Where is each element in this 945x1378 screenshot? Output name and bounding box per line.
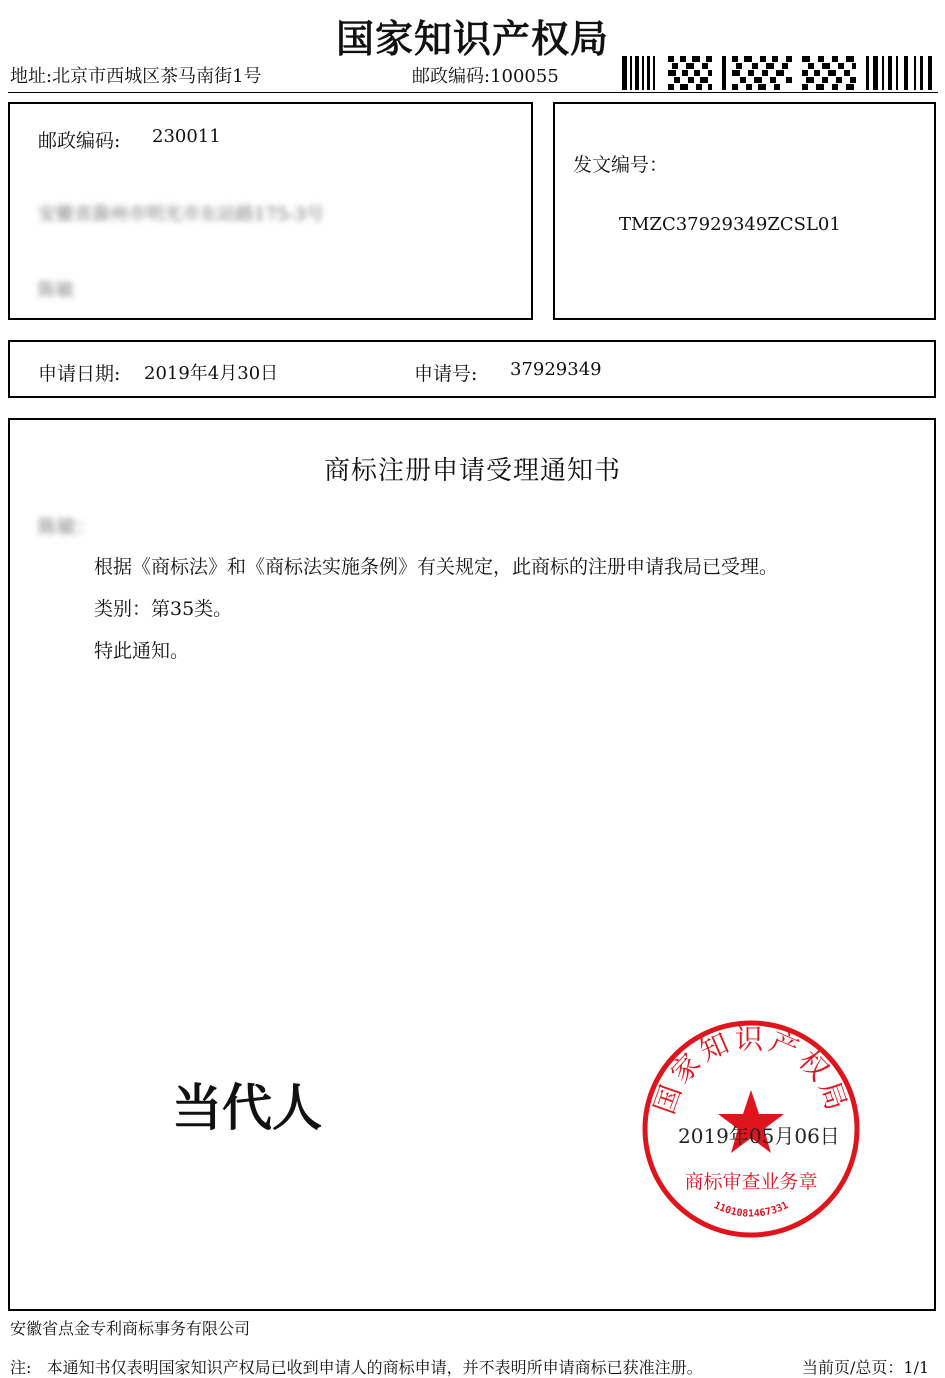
- application-date-label: 申请日期:: [38, 363, 121, 385]
- seal-bottom-text: 商标审查业务章: [684, 1171, 818, 1193]
- header-divider: [8, 92, 938, 93]
- application-number-value: 37929349: [510, 359, 602, 380]
- notice-title: 商标注册申请受理通知书: [323, 456, 621, 486]
- recipient-postcode-value: 230011: [152, 126, 221, 147]
- application-number-label: 申请号:: [414, 363, 478, 385]
- agency-name: 安徽省点金专利商标事务有限公司: [10, 1319, 251, 1338]
- barcode-icon: [622, 56, 932, 90]
- footer-note: 注: 本通知书仅表明国家知识产权局已收到申请人的商标申请，并不表明所申请商标已获准注册。: [10, 1358, 703, 1377]
- recipient-address: 安徽省滁州市明光市东站路175-3号: [38, 204, 324, 225]
- agent-watermark: 当代人: [172, 1079, 322, 1137]
- notice-date: 2019年05月06日: [678, 1124, 840, 1148]
- seal-top-text: 国家知识产权局: [647, 1022, 855, 1119]
- application-date-value: 2019年4月30日: [144, 363, 279, 384]
- notice-line-2: 类别：第35类。: [94, 598, 233, 620]
- office-address: 地址:北京市西城区茶马南街1号: [10, 66, 262, 87]
- application-info-box: [8, 340, 936, 398]
- svg-text:1101081467331: [712, 1200, 790, 1220]
- document-number-box: [553, 102, 936, 320]
- document-number-value: TMZC37929349ZCSL01: [619, 214, 841, 235]
- office-postcode: 邮政编码:100055: [412, 66, 559, 87]
- recipient-postcode-label: 邮政编码:: [38, 130, 121, 152]
- seal-serial: 1101081467331: [711, 1200, 791, 1220]
- notice-line-3: 特此通知。: [94, 640, 190, 662]
- recipient-name: 陈敏: [38, 280, 74, 301]
- office-title: 国家知识产权局: [335, 17, 609, 61]
- page-indicator: 当前页/总页：1/1: [802, 1358, 930, 1377]
- notice-line-1: 根据《商标法》和《商标法实施条例》有关规定，此商标的注册申请我局已受理。: [94, 556, 779, 578]
- notice-salutation: 陈敏：: [38, 516, 96, 538]
- document-number-label: 发文编号：: [573, 154, 669, 176]
- recipient-box: [8, 102, 533, 320]
